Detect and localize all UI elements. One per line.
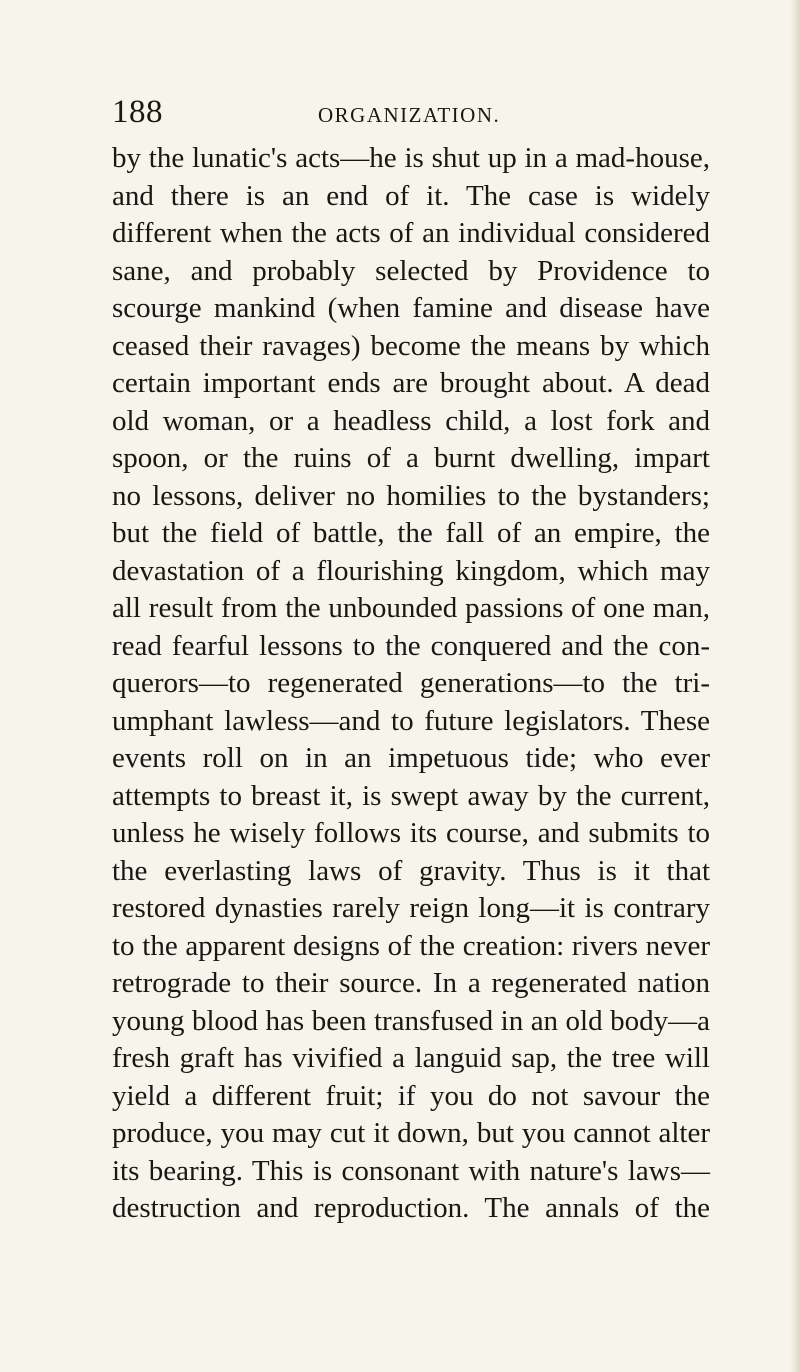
text-line: read fearful lessons to the conquered and the con- bbox=[112, 629, 710, 662]
text-line: querors—to regenerated generations—to the tri- bbox=[112, 667, 710, 699]
text-line: devastation of a flourishing kingdom, which may bbox=[112, 554, 710, 587]
running-head: ORGANIZATION. bbox=[318, 103, 501, 127]
text-line: its bearing. This is consonant with nature's laws— bbox=[112, 1154, 710, 1187]
page-edge-shadow bbox=[790, 0, 800, 1372]
text-line: yield a different fruit; if you do not savour the bbox=[112, 1079, 710, 1112]
text-line: events roll on in an impetuous tide; who ever bbox=[112, 742, 710, 774]
text-line: the everlasting laws of gravity. Thus is it that bbox=[112, 854, 710, 887]
text-line: different when the acts of an individual considered bbox=[112, 217, 710, 249]
text-line: scourge mankind (when famine and disease have bbox=[112, 292, 710, 324]
text-line: retrograde to their source. In a regenerated nation bbox=[112, 967, 710, 999]
text-line: fresh graft has vivified a languid sap, the tree will bbox=[112, 1042, 710, 1074]
text-line: but the field of battle, the fall of an empire, the bbox=[112, 517, 710, 549]
text-line: ceased their ravages) become the means by which bbox=[112, 329, 710, 362]
text-line: by the lunatic's acts—he is shut up in a mad-house, bbox=[112, 142, 710, 174]
text-line: sane, and probably selected by Providence to bbox=[112, 254, 710, 287]
body-text bbox=[112, 140, 710, 1228]
text-line: to the apparent designs of the creation: rivers never bbox=[112, 929, 710, 962]
text-line: umphant lawless—and to future legislators. These bbox=[112, 704, 710, 737]
text-line: young blood has been transfused in an old body—a bbox=[112, 1004, 710, 1037]
text-line: destruction and reproduction. The annals of the bbox=[112, 1192, 710, 1224]
text-line: attempts to breast it, is swept away by the current, bbox=[112, 779, 710, 812]
text-line: unless he wisely follows its course, and submits to bbox=[112, 817, 710, 849]
text-line: spoon, or the ruins of a burnt dwelling, impart bbox=[112, 442, 710, 474]
text-line: old woman, or a headless child, a lost fork and bbox=[112, 404, 710, 437]
text-line: restored dynasties rarely reign long—it is contrary bbox=[112, 892, 710, 924]
page-number: 188 bbox=[112, 94, 163, 130]
text-line: produce, you may cut it down, but you cannot alter bbox=[112, 1117, 710, 1149]
text-line: all result from the unbounded passions of one man, bbox=[112, 592, 710, 624]
text-line: no lessons, deliver no homilies to the bystanders; bbox=[112, 479, 710, 512]
page-header bbox=[112, 92, 712, 136]
text-line: and there is an end of it. The case is widely bbox=[112, 179, 710, 212]
text-line: certain important ends are brought about. A dead bbox=[112, 367, 710, 399]
